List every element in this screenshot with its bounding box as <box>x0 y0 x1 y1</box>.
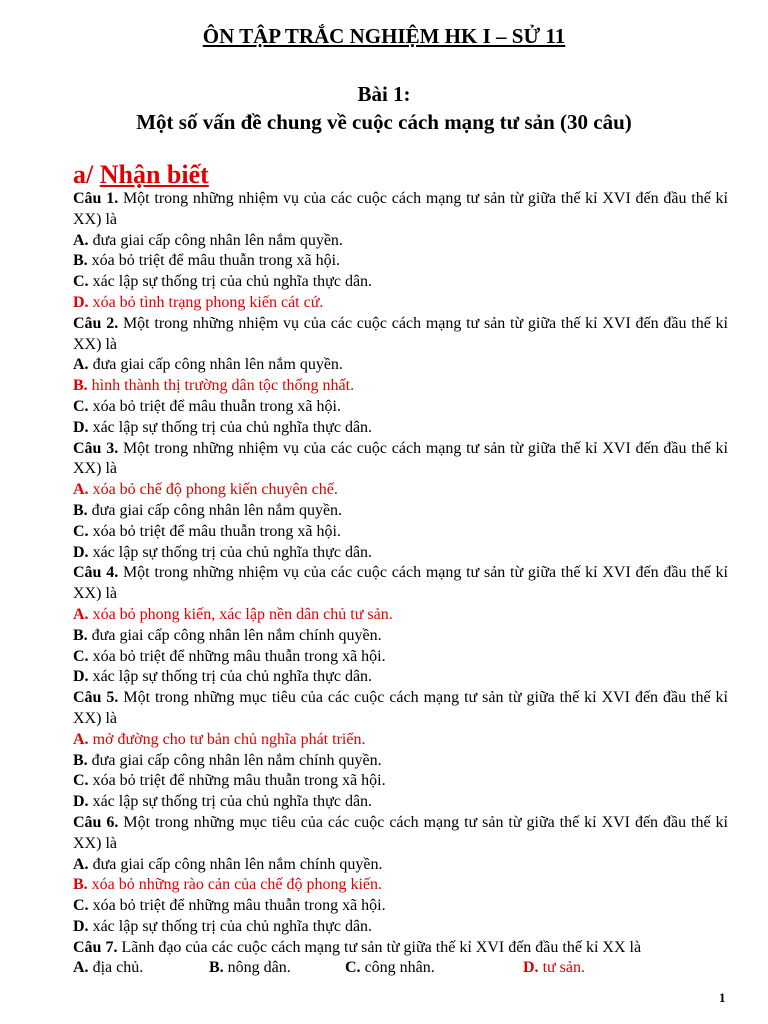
lesson-heading: Bài 1: <box>357 82 411 106</box>
correct-option: A. mở đường cho tư bản chủ nghĩa phát triển. <box>73 730 366 748</box>
option-row <box>73 958 728 979</box>
option: C. xác lập sự thống trị của chủ nghĩa thực dân. <box>73 273 373 291</box>
option: C. công nhân. <box>345 959 435 977</box>
section-title: Nhận biết <box>99 160 209 189</box>
option: C. xóa bỏ triệt để những mâu thuẫn trong xã hội. <box>73 897 386 915</box>
correct-option: D. xóa bỏ tình trạng phong kiến cát cứ. <box>73 293 324 311</box>
option: B. đưa giai cấp công nhân lên nắm quyền. <box>73 501 343 519</box>
option: B. đưa giai cấp công nhân lên nắm chính quyền. <box>73 751 382 769</box>
correct-option: D. tư sản. <box>523 959 586 977</box>
question: Câu 6. Một trong những mục tiêu của các cuộc cách mạng tư sản từ giữa thế kỉ XVI đến đầu thế kỉ XX) là <box>73 813 729 852</box>
correct-option: A. xóa bỏ phong kiến, xác lập nền dân chủ tư sản. <box>73 605 393 623</box>
question: Câu 4. Một trong những nhiệm vụ của các cuộc cách mạng tư sản từ giữa thế kỉ XVI đến đầu thế kỉ XX) là <box>73 564 729 603</box>
correct-option: A. xóa bỏ chế độ phong kiến chuyên chế. <box>73 481 338 499</box>
page-title: ÔN TẬP TRẮC NGHIỆM HK I – SỬ 11 <box>202 24 566 48</box>
option: C. xóa bỏ triệt để những mâu thuẫn trong xã hội. <box>73 647 386 665</box>
option: A. đưa giai cấp công nhân lên nắm chính quyền. <box>73 855 383 873</box>
option: D. xác lập sự thống trị của chủ nghĩa thực dân. <box>73 793 373 811</box>
option: D. xác lập sự thống trị của chủ nghĩa thực dân. <box>73 917 373 935</box>
question: Câu 7. Lãnh đạo của các cuộc cách mạng tư sản từ giữa thế kỉ XVI đến đầu thế kỉ XX là <box>73 938 642 956</box>
option: D. xác lập sự thống trị của chủ nghĩa thực dân. <box>73 668 373 686</box>
question: Câu 1. Một trong những nhiệm vụ của các cuộc cách mạng tư sản từ giữa thế kỉ XVI đến đầu thế kỉ XX) là <box>73 190 729 228</box>
option: A. địa chủ. <box>73 959 144 977</box>
option: B. nông dân. <box>209 959 291 977</box>
option: A. đưa giai cấp công nhân lên nắm quyền. <box>73 356 343 374</box>
option: A. đưa giai cấp công nhân lên nắm quyền. <box>73 231 343 249</box>
option: B. xóa bỏ triệt để mâu thuẫn trong xã hội. <box>73 252 341 270</box>
option: C. xóa bỏ triệt để mâu thuẫn trong xã hội. <box>73 522 341 540</box>
lesson-title: Một số vấn đề chung về cuộc cách mạng tư sản (30 câu) <box>136 110 632 134</box>
question-list <box>73 189 728 979</box>
section-label: a/ <box>73 160 94 189</box>
correct-option: B. xóa bỏ những rào cản của chế độ phong kiến. <box>73 876 383 894</box>
question: Câu 2. Một trong những nhiệm vụ của các cuộc cách mạng tư sản từ giữa thế kỉ XVI đến đầu thế kỉ XX) là <box>73 314 729 353</box>
option: D. xác lập sự thống trị của chủ nghĩa thực dân. <box>73 418 373 436</box>
question: Câu 3. Một trong những nhiệm vụ của các cuộc cách mạng tư sản từ giữa thế kỉ XVI đến đầu thế kỉ XX) là <box>73 439 729 478</box>
option: C. xóa bỏ triệt để mâu thuẫn trong xã hội. <box>73 397 341 415</box>
section-heading <box>73 160 209 190</box>
option: B. đưa giai cấp công nhân lên nắm chính quyền. <box>73 626 382 644</box>
option: C. xóa bỏ triệt để những mâu thuẫn trong xã hội. <box>73 772 386 790</box>
question: Câu 5. Một trong những mục tiêu của các cuộc cách mạng tư sản từ giữa thế kỉ XVI đến đầu thế kỉ XX) là <box>73 689 729 727</box>
page-number: 1 <box>719 990 726 1005</box>
option: D. xác lập sự thống trị của chủ nghĩa thực dân. <box>73 543 373 561</box>
correct-option: B. hình thành thị trường dân tộc thống nhất. <box>73 377 355 395</box>
